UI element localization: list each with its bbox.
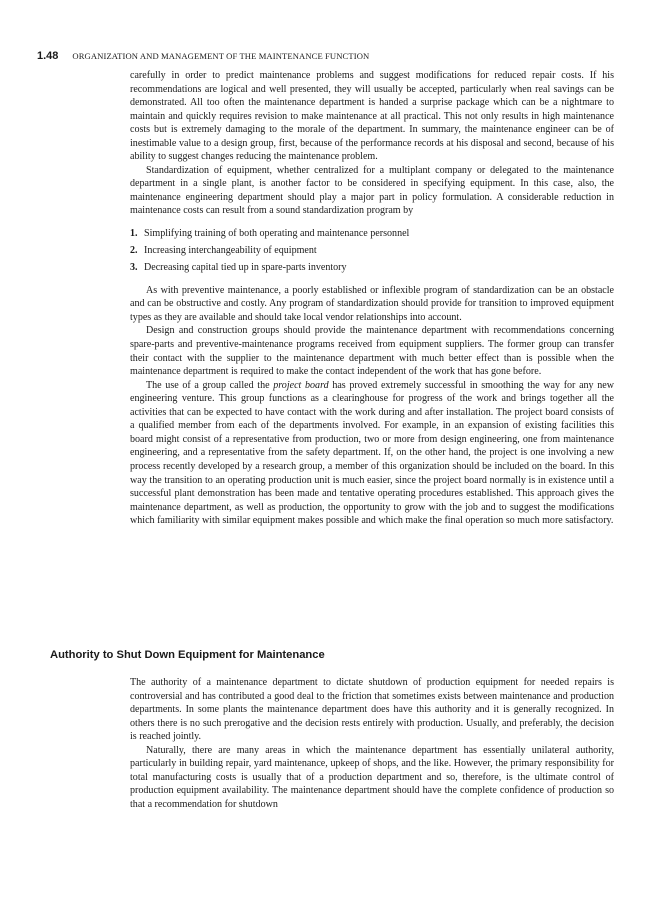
list-item	[130, 227, 614, 241]
numbered-list	[130, 227, 614, 275]
running-header	[37, 46, 627, 64]
list-item-text: Increasing interchangeability of equipment	[144, 245, 317, 257]
body-text-lower	[130, 676, 614, 811]
running-title: ORGANIZATION AND MANAGEMENT OF THE MAINTENANCE FUNCTION	[72, 51, 370, 61]
paragraph: The authority of a maintenance department to dictate shutdown of production equipment for needed repairs is controversial and has contributed a good deal to the friction that sometimes exists between maintenance and production departments. In some plants the maintenance department does have this authority and it is generally recognized. In others there is no such prerogative and the decision rests entirely with production. Usually, and preferably, the decision is reached jointly.	[130, 677, 614, 743]
paragraph-rest: has proved extremely successful in smoothing the way for any new engineering venture. This group functions as a clearinghouse for progress of the work and brings together all the activities that can be expected to have contact with the work during and after installation. The project board consists of a qualified member from each of the departments involved. For example, in an expansion of existing facilities this board might consist of a representative from production, two or more from design engineering, one from maintenance engineering, and a representative from the safety department. If, on the other hand, the project is one involving a new process recently developed by a research group, a member of this organization should be included on the board. In this way the transition to an operating production unit is much easier, since the project board normally is in existence until a successful plant demonstration has been made and tentative operating procedures established. This approach gives the maintenance department, as well as production, the opportunity to grow with the job and to suggest the modifications which familiarity with similar equipment makes possible and which make the final operation so much more satisfactory.	[130, 379, 614, 527]
list-item-text: Simplifying training of both operating and maintenance personnel	[144, 228, 410, 240]
section-heading: Authority to Shut Down Equipment for Maintenance	[50, 649, 325, 661]
paragraph-lead: The use of a group called the	[146, 379, 274, 391]
paragraph: carefully in order to predict maintenance problems and suggest modifications for reduced repair costs. If his recommendations are logical and well presented, they will usually be accepted, particularly when real savings can be demonstrated. All too often the maintenance department is handed a surprise package which can be a nightmare to maintain and quickly requires revision to make maintenance at all practical. This not only results in high maintenance costs but is extremely damaging to the morale of the department. In summary, the maintenance engineer can be of inestimable value to a design group, first, because of the performance records at his disposal and second, because of his ability to suggest changes reducing the maintenance problem.	[130, 70, 614, 163]
paragraph: Design and construction groups should provide the maintenance department with recommendations concerning spare-parts and preventive-maintenance programs received from equipment suppliers. The former group can transfer their contact with the supplier to the maintenance department with much better effect than is possible when the maintenance department is required to make the contact independent of the work that has gone before.	[130, 325, 614, 378]
list-item-number: 2.	[130, 245, 138, 257]
paragraph-project-board	[130, 379, 614, 528]
paragraph: Standardization of equipment, whether centralized for a multiplant company or delegated to the maintenance department in a single plant, is another factor to be considered in specifying equipment. In this case, also, the maintenance engineering department should play a major part in policy formulation. A considerable reduction in maintenance costs can result from a sound standardization program by	[130, 164, 614, 217]
emphasized-term: project board	[273, 379, 329, 391]
paragraph: Naturally, there are many areas in which the maintenance department has essentially unilateral authority, particularly in building repair, yard maintenance, upkeep of shops, and the like. However, the primary responsibility for total manufacturing costs is usually that of a production department and so, therefore, is the ultimate control of production equipment availability. The maintenance department should have the complete confidence of production so that a recommendation for shutdown	[130, 744, 614, 810]
page-number: 1.48	[37, 50, 59, 62]
list-item	[130, 244, 614, 258]
list-item-text: Decreasing capital tied up in spare-parts inventory	[144, 262, 347, 274]
body-text-upper	[130, 69, 614, 528]
list-item	[130, 261, 614, 275]
list-item-number: 1.	[130, 228, 138, 240]
paragraph: As with preventive maintenance, a poorly established or inflexible program of standardization can be an obstacle and can be obstructive and costly. Any program of standardization should provide for transition to improved equipment types as they are available and should take local vendor relationships into account.	[130, 284, 614, 323]
list-item-number: 3.	[130, 262, 138, 274]
